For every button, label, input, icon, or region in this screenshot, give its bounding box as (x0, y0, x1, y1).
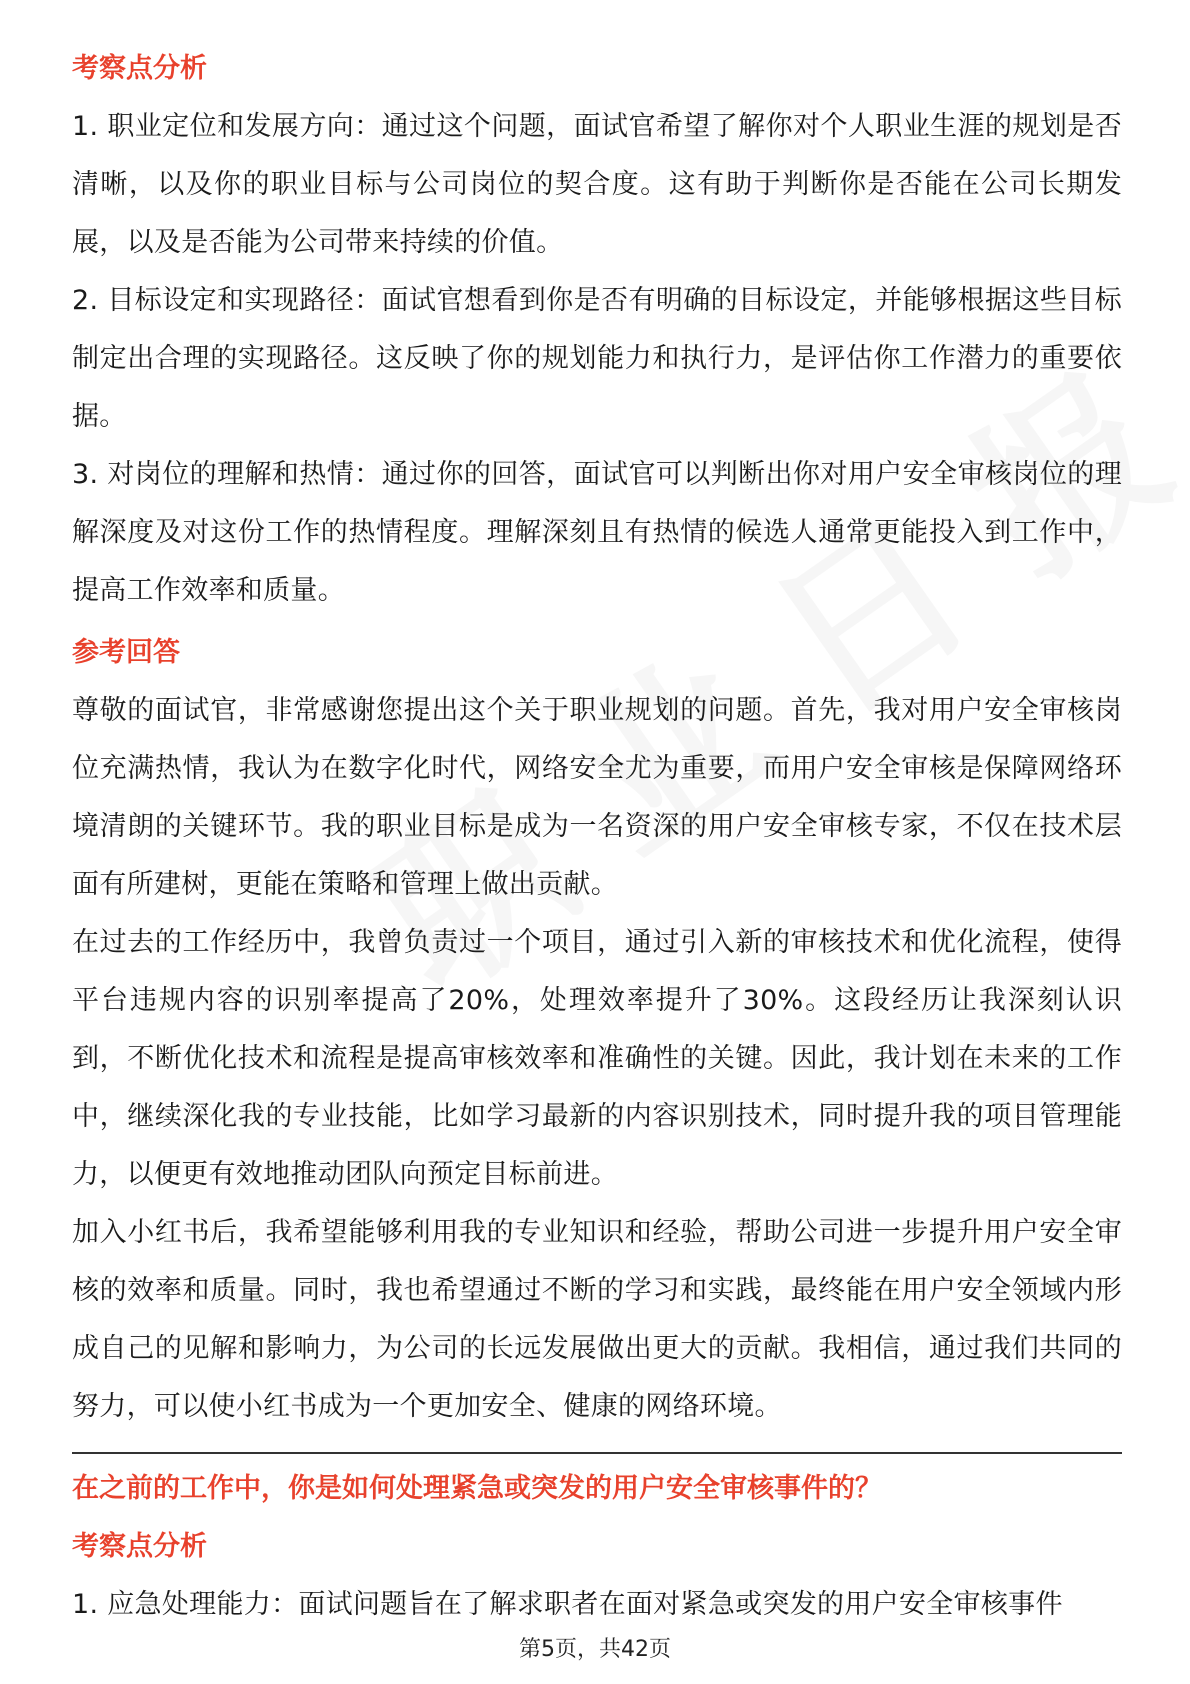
document-page (72, 40, 1122, 1634)
question-title: 在之前的工作中，你是如何处理紧急或突发的用户安全审核事件的？ (72, 1473, 882, 1504)
analysis-item-1-next: 1. 应急处理能力：面试问题旨在了解求职者在面对紧急或突发的用户安全审核事件 (72, 1589, 1063, 1620)
analysis-item-1: 1. 职业定位和发展方向：通过这个问题，面试官希望了解你对个人职业生涯的规划是否清晰，以及你的职业目标与公司岗位的契合度。这有助于判断你是否能在公司长期发展，以及是否能为公司带来持续的价值。 (72, 111, 1122, 258)
page-number: 第5页，共42页 (519, 1637, 671, 1662)
analysis-item-2: 2. 目标设定和实现路径：面试官想看到你是否有明确的目标设定，并能够根据这些目标制定出合理的实现路径。这反映了你的规划能力和执行力，是评估你工作潜力的重要依据。 (72, 285, 1122, 432)
section-heading-analysis-2: 考察点分析 (72, 1531, 207, 1562)
analysis-item-3: 3. 对岗位的理解和热情：通过你的回答，面试官可以判断出你对用户安全审核岗位的理解深度及对这份工作的热情程度。理解深刻且有热情的候选人通常更能投入到工作中，提高工作效率和质量。 (72, 459, 1122, 606)
answer-paragraph-1: 尊敬的面试官，非常感谢您提出这个关于职业规划的问题。首先，我对用户安全审核岗位充满热情，我认为在数字化时代，网络安全尤为重要，而用户安全审核是保障网络环境清朗的关键环节。我的职业目标是成为一名资深的用户安全审核专家，不仅在技术层面有所建树，更能在策略和管理上做出贡献。 (72, 695, 1122, 900)
section-heading-reference-answer: 参考回答 (72, 637, 180, 668)
answer-paragraph-2: 在过去的工作经历中，我曾负责过一个项目，通过引入新的审核技术和优化流程，使得平台违规内容的识别率提高了20%，处理效率提升了30%。这段经历让我深刻认识到，不断优化技术和流程是提高审核效率和准确性的关键。因此，我计划在未来的工作中，继续深化我的专业技能，比如学习最新的内容识别技术，同时提升我的项目管理能力，以便更有效地推动团队向预定目标前进。 (72, 927, 1122, 1190)
section-heading-analysis: 考察点分析 (72, 53, 207, 84)
section-divider (72, 1452, 1122, 1454)
answer-paragraph-3: 加入小红书后，我希望能够利用我的专业知识和经验，帮助公司进一步提升用户安全审核的效率和质量。同时，我也希望通过不断的学习和实践，最终能在用户安全领域内形成自己的见解和影响力，为公司的长远发展做出更大的贡献。我相信，通过我们共同的努力，可以使小红书成为一个更加安全、健康的网络环境。 (72, 1217, 1122, 1422)
